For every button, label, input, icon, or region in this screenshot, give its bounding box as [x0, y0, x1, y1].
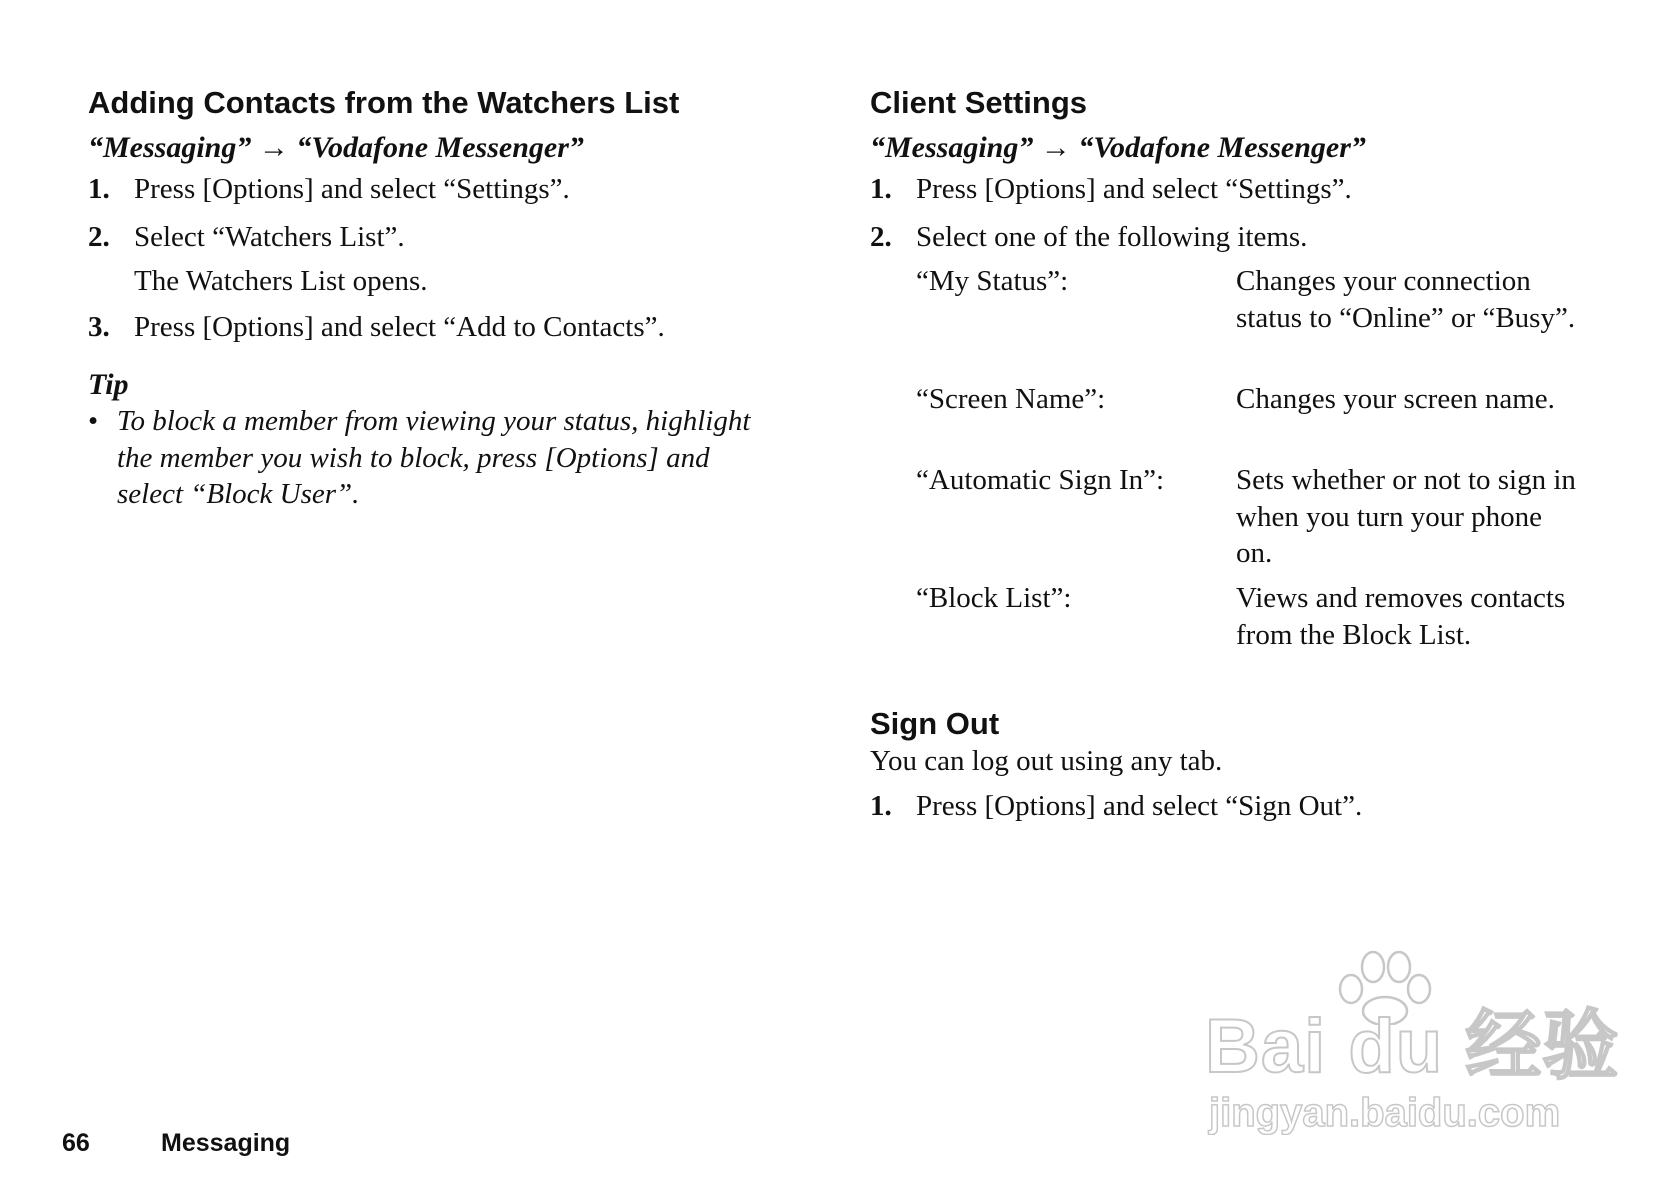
step-text: Press [Options] and select “Sign Out”.	[916, 790, 1363, 822]
section-heading-sign-out: Sign Out	[870, 706, 1000, 741]
tip-text: To block a member from viewing your status, highlight the member you wish to block, press [Options] and select “Block User”.	[117, 405, 751, 510]
menu-path: “Messaging” → “Vodafone Messenger”	[88, 131, 584, 164]
step-item	[88, 171, 570, 207]
step-item	[870, 788, 1362, 824]
step-note: The Watchers List opens.	[134, 265, 428, 297]
sign-out-intro: You can log out using any tab.	[870, 745, 1223, 777]
step-item	[870, 219, 1307, 255]
step-text: Select one of the following items.	[916, 221, 1308, 253]
settings-description: Views and removes contacts from the Block List.	[1236, 582, 1566, 651]
settings-description: Changes your screen name.	[1236, 383, 1555, 415]
settings-description: Changes your connection status to “Online” or “Busy”.	[1236, 265, 1576, 334]
menu-path: “Messaging” → “Vodafone Messenger”	[870, 131, 1366, 164]
step-number: 2.	[870, 221, 892, 253]
settings-description: Sets whether or not to sign in when you turn your phone on.	[1236, 464, 1576, 569]
tip-item	[88, 403, 768, 523]
footer-section-title: Messaging	[161, 1129, 291, 1157]
section-heading-adding-contacts: Adding Contacts from the Watchers List	[88, 85, 680, 120]
step-item	[88, 309, 665, 345]
bullet: •	[88, 405, 99, 437]
section-heading-client-settings: Client Settings	[870, 85, 1088, 120]
step-number: 2.	[88, 221, 110, 253]
settings-term: “My Status”:	[916, 265, 1069, 297]
watermark-url: jingyan.baidu.com	[1209, 1091, 1561, 1135]
step-number: 1.	[870, 790, 892, 822]
step-item	[88, 219, 405, 255]
page-number: 66	[62, 1129, 90, 1157]
step-text: Press [Options] and select “Settings”.	[134, 173, 570, 205]
step-number: 3.	[88, 311, 110, 343]
step-number: 1.	[870, 173, 892, 205]
step-text: Press [Options] and select “Settings”.	[916, 173, 1352, 205]
step-number: 1.	[88, 173, 110, 205]
step-item	[870, 171, 1352, 207]
step-text: Select “Watchers List”.	[134, 221, 405, 253]
watermark-logo-text: Bai du 经验	[1205, 1004, 1620, 1089]
step-text: Press [Options] and select “Add to Contacts”.	[134, 311, 665, 343]
tip-title: Tip	[88, 368, 129, 401]
settings-term: “Screen Name”:	[916, 383, 1106, 415]
baidu-watermark	[1205, 945, 1620, 1135]
settings-term: “Block List”:	[916, 582, 1072, 614]
settings-term: “Automatic Sign In”:	[916, 464, 1165, 496]
